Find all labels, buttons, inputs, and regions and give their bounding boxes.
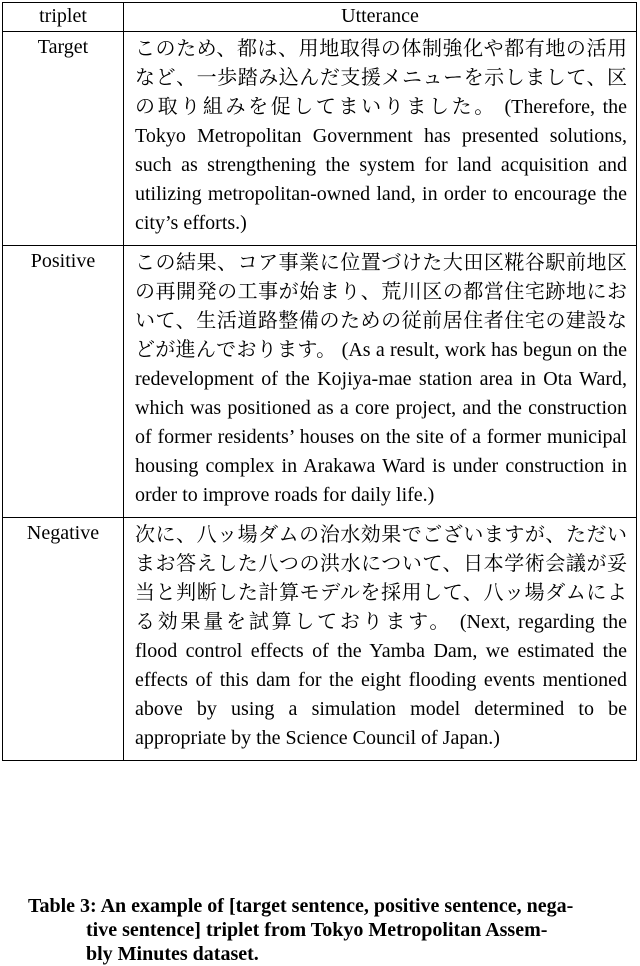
caption-line: tive sentence] triplet from Tokyo Metropolitan Assem- [86,919,548,941]
caption-line: bly Minutes dataset. [86,943,259,965]
utterance-target: このため、都は、用地取得の体制強化や都有地の活用など、一歩踏み込んだ支援メニューを示しまして、区の取り組みを促してまいりました。 (Therefore, the Tokyo Metropolitan Government has presented solutions, such as strengthening the system for land acquisition and utilizing metropolitan-owned land, in order to encourage the city’s efforts.) [124,32,637,246]
row-label-negative: Negative [3,518,124,761]
utterance-positive: この結果、コア事業に位置づけた大田区糀谷駅前地区の再開発の工事が始まり、荒川区の都営住宅跡地において、生活道路整備のための従前居住者住宅の建設などが進んでおります。 (As a result, work has begun on the redevelopment of the Kojiya-mae station area in Ota Ward, which was positioned as a core project, and the construction of former residents’ houses on the site of a former municipal housing complex in Arakawa Ward is under construction in order to improve roads for daily life.) [124,246,637,518]
row-label-target: Target [3,32,124,246]
table-header-row [3,3,637,32]
table-row [3,246,637,518]
triplet-example-table [2,2,637,761]
row-label-positive: Positive [3,246,124,518]
table-row [3,518,637,761]
header-cell-utterance: Utterance [124,3,637,32]
table-row [3,32,637,246]
utterance-negative: 次に、八ッ場ダムの治水効果でございますが、ただいまお答えした八つの洪水について、日本学術会議が妥当と判断した計算モデルを採用して、八ッ場ダムによる効果量を試算しております。 (Next, regarding the flood control effects of the Yamba Dam, we estimated the effects of this dam for the eight flooding events mentioned above by using a simulation model determined to be appropriate by the Science Council of Japan.) [124,518,637,761]
table-caption [28,894,614,966]
header-cell-triplet: triplet [3,3,124,32]
caption-line: Table 3: An example of [target sentence, positive sentence, nega- [28,895,574,917]
